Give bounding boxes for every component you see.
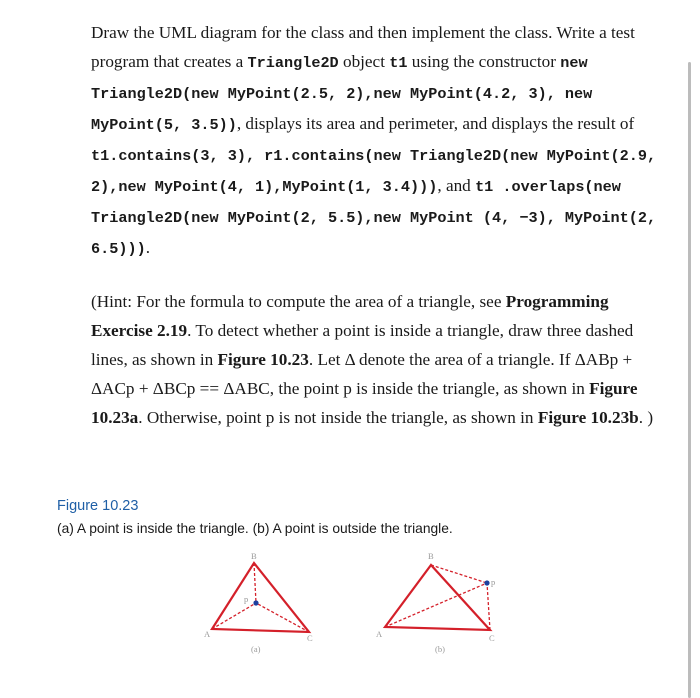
text-run: . Let Δ denote the area of a triangle. If ΔABp + ΔACp + ΔBCp == ΔABC, the point p is inside the triangle, as shown in xyxy=(91,350,633,398)
text-run: using the constructor xyxy=(407,52,561,71)
subfigure-label-b: (b) xyxy=(435,644,445,654)
text-run: , and xyxy=(437,176,476,195)
figure-reference: Figure 10.23a xyxy=(91,379,638,427)
dashed-line-cp xyxy=(487,583,490,630)
text-run: (Hint: For the formula to compute the area of a triangle, see xyxy=(91,292,506,311)
point-label-p: p xyxy=(491,577,496,587)
figure-a xyxy=(204,551,313,654)
dashed-line-cp xyxy=(256,603,309,632)
text-run: . Otherwise, point p is not inside the triangle, as shown in xyxy=(138,408,538,427)
exercise-reference: Programming Exercise 2.19 xyxy=(91,292,609,340)
point-p-a xyxy=(253,600,258,605)
text-run: . To detect whether a point is inside a triangle, draw three dashed lines, as shown in xyxy=(91,321,634,369)
code-overlaps-call: t1 .overlaps(new Triangle2D(new MyPoint(2, 5.5),new MyPoint (4, −3), MyPoint(2, 6.5))) xyxy=(91,178,657,258)
figure-reference: Figure 10.23 xyxy=(217,350,309,369)
text-run: Draw the UML diagram for the class and then implement the class. Write a test program that creates a xyxy=(91,23,635,71)
dashed-line-bp xyxy=(254,563,256,603)
figure-b xyxy=(376,551,495,654)
vertex-label-b: B xyxy=(428,551,434,561)
code-constructor: new Triangle2D(new MyPoint(2.5, 2),new MyPoint(4.2, 3), new MyPoint(5, 3.5)) xyxy=(91,54,593,134)
text-run: . ) xyxy=(638,408,654,427)
point-p-b xyxy=(484,580,489,585)
code-object-name: t1 xyxy=(389,54,408,72)
text-run: . xyxy=(145,238,150,257)
figure-title: Figure 10.23 xyxy=(57,498,139,514)
figure-caption: (a) A point is inside the triangle. (b) A point is outside the triangle. xyxy=(57,521,453,536)
subfigure-label-a: (a) xyxy=(251,644,261,654)
vertex-label-a: A xyxy=(204,629,211,639)
vertex-label-c: C xyxy=(307,633,313,643)
code-class-name: Triangle2D xyxy=(247,54,339,72)
text-run: object xyxy=(338,52,390,71)
code-contains-calls: t1.contains(3, 3), r1.contains(new Triangle2D(new MyPoint(2.9, 2),new MyPoint(4, 1),MyPoint(1, 3.4))) xyxy=(91,147,657,196)
vertex-label-b: B xyxy=(251,551,257,561)
point-label-p: p xyxy=(244,594,249,604)
text-run: , displays its area and perimeter, and displays the result of xyxy=(236,114,635,133)
vertex-label-a: A xyxy=(376,629,383,639)
triangle-abc-a xyxy=(212,563,309,632)
vertex-label-c: C xyxy=(489,633,495,643)
dashed-line-ap xyxy=(212,603,256,629)
figure-reference: Figure 10.23b xyxy=(537,408,639,427)
